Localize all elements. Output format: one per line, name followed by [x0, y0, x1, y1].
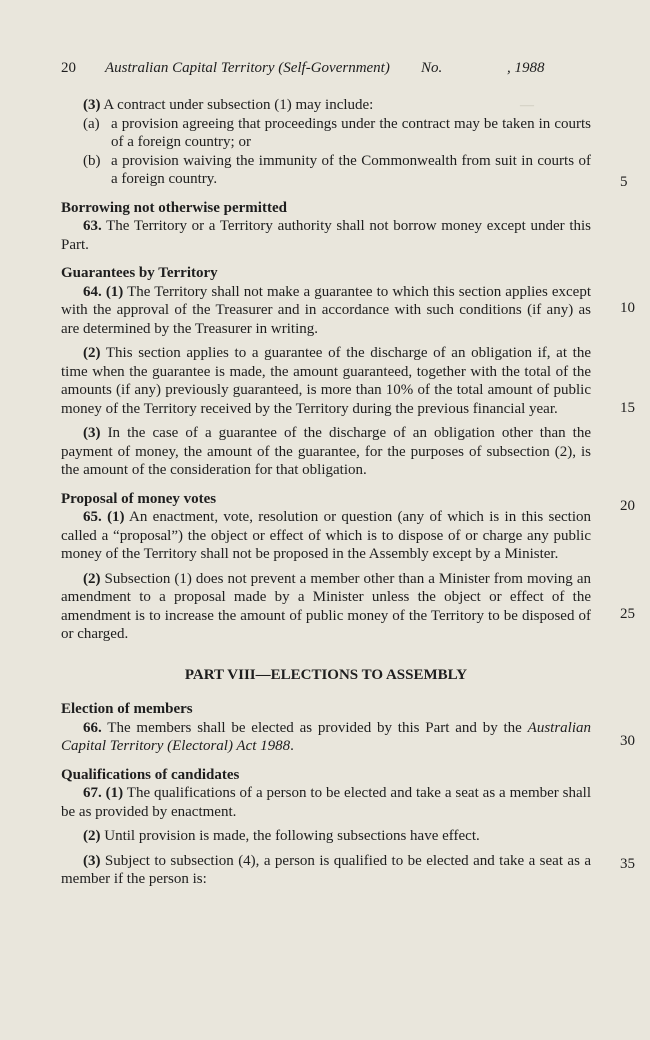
s66-heading: Election of members — [61, 701, 193, 717]
show-through-mark: — — [520, 98, 534, 113]
s65-sub1: 65. (1) An enactment, vote, resolution or question (any of which is in this section called a “proposal”) the object or effect of which is to dispose of or charge any public money of the Territory shall not be proposed in the Assembly except by a Minister. — [61, 509, 592, 562]
page-number: 20 — [61, 60, 76, 76]
s63-heading: Borrowing not otherwise permitted — [61, 199, 287, 216]
s62-para-a: (a) a provision agreeing that proceedings under the contract may be taken in courts of a foreign country; or — [83, 115, 591, 150]
s62-sub3: (3) A contract under subsection (1) may include: — [83, 97, 374, 113]
s64-sub2: (2) This section applies to a guarantee of the discharge of an obligation if, at the time when the guarantee is made, the amount guaranteed, together with the total of the amounts (if any) previously guaranteed, is more than 10% of the total amount of public money of the Territory received by the Territory during the previous financial year. — [61, 345, 591, 417]
s64-sub1: 64. (1) The Territory shall not make a guarantee to which this section applies except with the approval of the Treasurer and in accordance with such conditions (if any) as are determined by the Treasurer in writing. — [61, 283, 591, 337]
s64-sub3: (3) In the case of a guarantee of the discharge of an obligation other than the payment of money, the amount of the guarantee, for the purposes of subsection (2), is the amount of the consideration for that obligation. — [61, 425, 591, 478]
s67-heading: Qualifications of candidates — [61, 766, 240, 783]
header-year: , 1988 — [507, 60, 545, 76]
header-no-label: No. — [421, 60, 443, 76]
part-title: PART VIII—ELECTIONS TO ASSEMBLY — [184, 666, 468, 683]
line-number: 15 — [620, 400, 635, 416]
s64-heading: Guarantees by Territory — [61, 265, 218, 281]
s67-sub1: 67. (1) The qualifications of a person to be elected and take a seat as a member shall be as provided by enactment. — [61, 785, 592, 820]
line-number: 30 — [620, 733, 635, 749]
act-citation: Australian Capital Territory (Electoral) Act 1988 — [61, 719, 591, 754]
body-text — [61, 96, 591, 889]
s65-heading: Proposal of money votes — [61, 490, 217, 507]
header-title: Australian Capital Territory (Self-Government) — [105, 60, 390, 76]
line-number: 25 — [620, 606, 635, 622]
s67-sub3: (3) Subject to subsection (4), a person is qualified to be elected and take a seat as a member if the person is: — [61, 852, 591, 887]
line-number: 5 — [620, 174, 628, 190]
s63-text: 63. The Territory or a Territory authority shall not borrow money except under this Part. — [61, 218, 591, 253]
s67-sub2: (2) Until provision is made, the following subsections have effect. — [83, 828, 480, 844]
line-number: 20 — [620, 498, 635, 514]
line-number: 10 — [620, 300, 635, 316]
line-number: 35 — [620, 856, 635, 872]
s65-sub2: (2) Subsection (1) does not prevent a member other than a Minister from moving an amendment to a proposal made by a Minister unless the object or effect of the amendment is to increase the amount of public money of the Territory to be disposed of or charged. — [61, 570, 591, 642]
s62-para-b: (b) a provision waiving the immunity of the Commonwealth from suit in courts of a foreign country. — [83, 152, 591, 187]
s66-text: 66. The members shall be elected as provided by this Part and by the Australian Capital Territory (Electoral) Act 1988. — [61, 719, 591, 754]
